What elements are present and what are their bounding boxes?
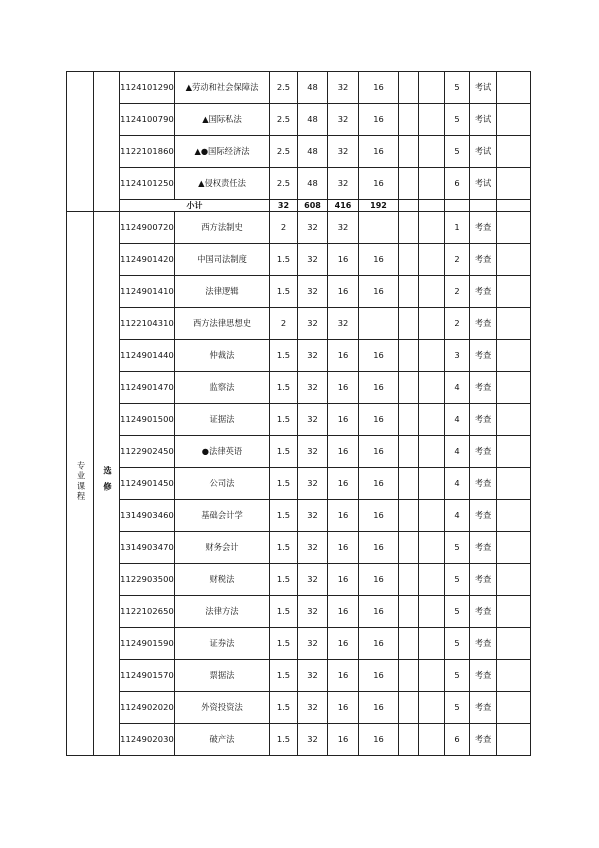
remarks-cell — [497, 168, 531, 200]
credits: 1.5 — [270, 244, 298, 276]
total-hours: 32 — [298, 724, 328, 756]
credits: 1.5 — [270, 404, 298, 436]
lecture-hours: 32 — [328, 136, 359, 168]
practice-hours: 16 — [359, 692, 399, 724]
extra-cell — [399, 308, 419, 340]
extra-cell — [399, 436, 419, 468]
course-name: 票据法 — [175, 660, 270, 692]
extra-cell — [419, 660, 445, 692]
course-code: 1122903500 — [120, 564, 175, 596]
remarks-cell — [497, 72, 531, 104]
remarks-cell — [497, 104, 531, 136]
course-code: 1122902450 — [120, 436, 175, 468]
table-row — [67, 500, 531, 532]
subtotal-credits: 32 — [270, 200, 298, 212]
remarks-cell — [497, 244, 531, 276]
practice-hours: 16 — [359, 628, 399, 660]
course-name: 财务会计 — [175, 532, 270, 564]
exam-type: 考查 — [470, 244, 497, 276]
remarks-cell — [497, 136, 531, 168]
extra-cell — [399, 724, 419, 756]
credits: 1.5 — [270, 724, 298, 756]
course-code: 1124900720 — [120, 212, 175, 244]
remarks-cell — [497, 596, 531, 628]
extra-cell — [419, 212, 445, 244]
semester: 6 — [445, 724, 470, 756]
table-row — [67, 596, 531, 628]
course-name: ▲●国际经济法 — [175, 136, 270, 168]
extra-cell — [399, 212, 419, 244]
course-code: 1124901410 — [120, 276, 175, 308]
extra-cell — [399, 136, 419, 168]
lecture-hours: 16 — [328, 628, 359, 660]
extra-cell — [419, 168, 445, 200]
subtotal-total-hours: 608 — [298, 200, 328, 212]
table-row — [67, 404, 531, 436]
course-name: 法律逻辑 — [175, 276, 270, 308]
total-hours: 48 — [298, 136, 328, 168]
credits: 1.5 — [270, 532, 298, 564]
remarks-cell — [497, 404, 531, 436]
course-name: 监察法 — [175, 372, 270, 404]
exam-type: 考查 — [470, 436, 497, 468]
extra-cell — [399, 692, 419, 724]
subtotal-label: 小计 — [120, 200, 270, 212]
course-code: 1124101250 — [120, 168, 175, 200]
extra-cell — [399, 564, 419, 596]
practice-hours: 16 — [359, 724, 399, 756]
extra-cell — [419, 372, 445, 404]
remarks-cell — [497, 500, 531, 532]
remarks-cell — [497, 468, 531, 500]
course-code: 1124902020 — [120, 692, 175, 724]
total-hours: 32 — [298, 628, 328, 660]
credits: 2.5 — [270, 168, 298, 200]
extra-cell — [419, 532, 445, 564]
credits: 2.5 — [270, 72, 298, 104]
credits: 1.5 — [270, 660, 298, 692]
practice-hours — [359, 308, 399, 340]
table-row — [67, 168, 531, 200]
total-hours: 32 — [298, 340, 328, 372]
practice-hours: 16 — [359, 340, 399, 372]
exam-type: 考查 — [470, 404, 497, 436]
exam-type: 考查 — [470, 564, 497, 596]
table-row — [67, 564, 531, 596]
practice-hours: 16 — [359, 244, 399, 276]
table-row — [67, 660, 531, 692]
exam-type: 考试 — [470, 168, 497, 200]
lecture-hours: 16 — [328, 340, 359, 372]
remarks-cell — [497, 564, 531, 596]
total-hours: 32 — [298, 404, 328, 436]
extra-cell — [419, 564, 445, 596]
credits: 1.5 — [270, 468, 298, 500]
credits: 1.5 — [270, 372, 298, 404]
exam-type: 考试 — [470, 136, 497, 168]
type-cell — [94, 212, 120, 756]
remarks-cell — [497, 692, 531, 724]
course-name: ▲侵权责任法 — [175, 168, 270, 200]
course-name: ▲国际私法 — [175, 104, 270, 136]
course-name: 法律方法 — [175, 596, 270, 628]
course-code: 1124100790 — [120, 104, 175, 136]
extra-cell — [419, 500, 445, 532]
semester: 1 — [445, 212, 470, 244]
exam-type: 考试 — [470, 72, 497, 104]
table-row — [67, 724, 531, 756]
course-code: 1124901450 — [120, 468, 175, 500]
extra-cell — [419, 340, 445, 372]
practice-hours: 16 — [359, 468, 399, 500]
lecture-hours: 32 — [328, 168, 359, 200]
remarks-cell — [497, 372, 531, 404]
course-name: ▲劳动和社会保障法 — [175, 72, 270, 104]
course-code: 1122104310 — [120, 308, 175, 340]
course-name: 证据法 — [175, 404, 270, 436]
empty-cell — [399, 200, 419, 212]
extra-cell — [399, 276, 419, 308]
lecture-hours: 16 — [328, 436, 359, 468]
practice-hours: 16 — [359, 404, 399, 436]
table-row — [67, 276, 531, 308]
lecture-hours: 16 — [328, 564, 359, 596]
semester: 3 — [445, 340, 470, 372]
semester: 5 — [445, 136, 470, 168]
practice-hours: 16 — [359, 168, 399, 200]
exam-type: 考查 — [470, 468, 497, 500]
lecture-hours: 16 — [328, 468, 359, 500]
total-hours: 32 — [298, 596, 328, 628]
lecture-hours: 16 — [328, 596, 359, 628]
extra-cell — [419, 724, 445, 756]
course-code: 1124101290 — [120, 72, 175, 104]
lecture-hours: 16 — [328, 692, 359, 724]
exam-type: 考查 — [470, 532, 497, 564]
semester: 5 — [445, 692, 470, 724]
category-cell — [67, 72, 94, 212]
table-row — [67, 136, 531, 168]
exam-type: 考查 — [470, 724, 497, 756]
course-code: 1314903460 — [120, 500, 175, 532]
semester: 2 — [445, 276, 470, 308]
credits: 1.5 — [270, 340, 298, 372]
table-row — [67, 436, 531, 468]
lecture-hours: 16 — [328, 500, 359, 532]
credits: 1.5 — [270, 500, 298, 532]
semester: 5 — [445, 72, 470, 104]
semester: 5 — [445, 564, 470, 596]
semester: 4 — [445, 436, 470, 468]
remarks-cell — [497, 532, 531, 564]
table-row — [67, 340, 531, 372]
course-code: 1124901470 — [120, 372, 175, 404]
semester: 5 — [445, 596, 470, 628]
course-name: 财税法 — [175, 564, 270, 596]
practice-hours: 16 — [359, 660, 399, 692]
total-hours: 48 — [298, 104, 328, 136]
exam-type: 考查 — [470, 692, 497, 724]
course-code: 1122102650 — [120, 596, 175, 628]
lecture-hours: 16 — [328, 404, 359, 436]
empty-cell — [470, 200, 497, 212]
remarks-cell — [497, 724, 531, 756]
course-code: 1124901590 — [120, 628, 175, 660]
total-hours: 48 — [298, 168, 328, 200]
category-label: 专业课程 — [75, 461, 86, 503]
remarks-cell — [497, 212, 531, 244]
credits: 2 — [270, 212, 298, 244]
subtotal-row — [67, 200, 531, 212]
semester: 4 — [445, 404, 470, 436]
table-row — [67, 692, 531, 724]
extra-cell — [399, 596, 419, 628]
lecture-hours: 16 — [328, 276, 359, 308]
credits: 1.5 — [270, 628, 298, 660]
semester: 5 — [445, 660, 470, 692]
semester: 6 — [445, 168, 470, 200]
total-hours: 32 — [298, 500, 328, 532]
lecture-hours: 16 — [328, 244, 359, 276]
table-row — [67, 308, 531, 340]
course-name: 外资投资法 — [175, 692, 270, 724]
credits: 1.5 — [270, 436, 298, 468]
semester: 2 — [445, 308, 470, 340]
total-hours: 32 — [298, 692, 328, 724]
table-row — [67, 72, 531, 104]
lecture-hours: 16 — [328, 532, 359, 564]
exam-type: 考查 — [470, 596, 497, 628]
practice-hours: 16 — [359, 596, 399, 628]
course-name: 基础会计学 — [175, 500, 270, 532]
exam-type: 考查 — [470, 660, 497, 692]
extra-cell — [399, 404, 419, 436]
credits: 1.5 — [270, 692, 298, 724]
extra-cell — [399, 628, 419, 660]
practice-hours: 16 — [359, 136, 399, 168]
course-name: 仲裁法 — [175, 340, 270, 372]
credits: 1.5 — [270, 276, 298, 308]
subtotal-lecture-hours: 416 — [328, 200, 359, 212]
course-name: 西方法制史 — [175, 212, 270, 244]
course-name: ●法律英语 — [175, 436, 270, 468]
lecture-hours: 32 — [328, 308, 359, 340]
credits: 1.5 — [270, 596, 298, 628]
extra-cell — [399, 532, 419, 564]
lecture-hours: 16 — [328, 724, 359, 756]
empty-cell — [445, 200, 470, 212]
course-code: 1124902030 — [120, 724, 175, 756]
lecture-hours: 16 — [328, 372, 359, 404]
exam-type: 考查 — [470, 276, 497, 308]
remarks-cell — [497, 628, 531, 660]
course-name: 破产法 — [175, 724, 270, 756]
lecture-hours: 32 — [328, 72, 359, 104]
course-code: 1124901570 — [120, 660, 175, 692]
category-cell — [67, 212, 94, 756]
extra-cell — [399, 500, 419, 532]
remarks-cell — [497, 276, 531, 308]
lecture-hours: 16 — [328, 660, 359, 692]
type-label: 选修 — [102, 465, 113, 499]
extra-cell — [399, 340, 419, 372]
credits: 1.5 — [270, 564, 298, 596]
table-row — [67, 104, 531, 136]
course-code: 1124901440 — [120, 340, 175, 372]
course-name: 西方法律思想史 — [175, 308, 270, 340]
practice-hours: 16 — [359, 564, 399, 596]
extra-cell — [419, 136, 445, 168]
credits: 2.5 — [270, 136, 298, 168]
extra-cell — [419, 104, 445, 136]
remarks-cell — [497, 340, 531, 372]
total-hours: 48 — [298, 72, 328, 104]
exam-type: 考查 — [470, 500, 497, 532]
table-row — [67, 212, 531, 244]
extra-cell — [399, 168, 419, 200]
extra-cell — [419, 404, 445, 436]
semester: 4 — [445, 372, 470, 404]
exam-type: 考查 — [470, 308, 497, 340]
semester: 4 — [445, 500, 470, 532]
practice-hours: 16 — [359, 436, 399, 468]
semester: 5 — [445, 628, 470, 660]
total-hours: 32 — [298, 468, 328, 500]
exam-type: 考查 — [470, 628, 497, 660]
total-hours: 32 — [298, 308, 328, 340]
semester: 2 — [445, 244, 470, 276]
table-row — [67, 468, 531, 500]
extra-cell — [419, 276, 445, 308]
table-row — [67, 244, 531, 276]
exam-type: 考试 — [470, 104, 497, 136]
course-name: 中国司法制度 — [175, 244, 270, 276]
course-name: 证券法 — [175, 628, 270, 660]
table-row — [67, 532, 531, 564]
credits: 2 — [270, 308, 298, 340]
total-hours: 32 — [298, 436, 328, 468]
extra-cell — [419, 468, 445, 500]
subtotal-practice-hours: 192 — [359, 200, 399, 212]
extra-cell — [399, 660, 419, 692]
table-row — [67, 628, 531, 660]
remarks-cell — [497, 436, 531, 468]
course-plan-table — [66, 71, 531, 756]
extra-cell — [399, 244, 419, 276]
course-code: 1124901420 — [120, 244, 175, 276]
practice-hours: 16 — [359, 532, 399, 564]
practice-hours: 16 — [359, 500, 399, 532]
total-hours: 32 — [298, 212, 328, 244]
semester: 4 — [445, 468, 470, 500]
lecture-hours: 32 — [328, 104, 359, 136]
extra-cell — [419, 72, 445, 104]
remarks-cell — [497, 660, 531, 692]
extra-cell — [399, 104, 419, 136]
extra-cell — [399, 72, 419, 104]
total-hours: 32 — [298, 532, 328, 564]
practice-hours: 16 — [359, 104, 399, 136]
course-code: 1124901500 — [120, 404, 175, 436]
semester: 5 — [445, 532, 470, 564]
empty-cell — [497, 200, 531, 212]
total-hours: 32 — [298, 372, 328, 404]
total-hours: 32 — [298, 244, 328, 276]
type-cell — [94, 72, 120, 212]
total-hours: 32 — [298, 276, 328, 308]
exam-type: 考查 — [470, 372, 497, 404]
extra-cell — [399, 372, 419, 404]
extra-cell — [419, 308, 445, 340]
total-hours: 32 — [298, 660, 328, 692]
extra-cell — [419, 436, 445, 468]
empty-cell — [419, 200, 445, 212]
extra-cell — [419, 628, 445, 660]
practice-hours: 16 — [359, 276, 399, 308]
extra-cell — [419, 596, 445, 628]
practice-hours: 16 — [359, 72, 399, 104]
table-row — [67, 372, 531, 404]
credits: 2.5 — [270, 104, 298, 136]
exam-type: 考查 — [470, 340, 497, 372]
total-hours: 32 — [298, 564, 328, 596]
exam-type: 考查 — [470, 212, 497, 244]
extra-cell — [399, 468, 419, 500]
practice-hours: 16 — [359, 372, 399, 404]
extra-cell — [419, 692, 445, 724]
extra-cell — [419, 244, 445, 276]
course-name: 公司法 — [175, 468, 270, 500]
semester: 5 — [445, 104, 470, 136]
course-code: 1314903470 — [120, 532, 175, 564]
practice-hours — [359, 212, 399, 244]
lecture-hours: 32 — [328, 212, 359, 244]
course-code: 1122101860 — [120, 136, 175, 168]
remarks-cell — [497, 308, 531, 340]
